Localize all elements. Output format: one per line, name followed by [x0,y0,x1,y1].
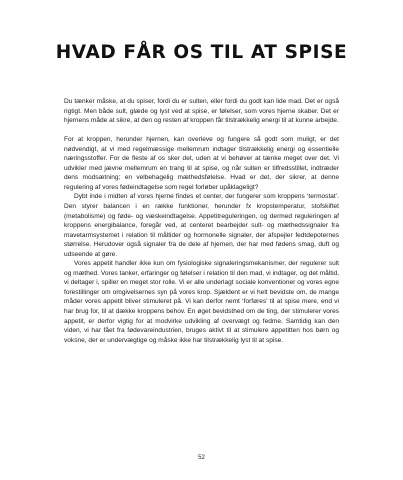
paragraph-1: Du tænker måske, at du spiser, fordi du er sulten, eller fordi du godt kan lide mad. Det er også rigtigt. Men både sult, glæde og lyst ved at spise, er følelser, som vores hjerne skaber. Det er hjernens måde at sikre, at den og resten af kroppen får tilstrækkelig energi til at kunne arbejde. [64,98,339,125]
paragraph-3: Dybt inde i midten af vores hjerne findes et center, der fungerer som kroppens ‘termostat’. Den styrer balancen i en række funktioner, herunder fx kropstemperatur, stofskiftet (metabolisme) og føde- og væskeindtagelse. Appetitreguleringen, og dermed reguleringen af kroppens energibalance, foregår ved, at centeret bearbejder sult- og mæthedssignaler fra mavetarmsystemet i relation til måltider og hormonelle signaler, der afspejler fedtdepoternes størrelse. Herudover også signaler fra de dele af hjernen, der har med fødens smag, duft og udseende at gøre. [64,193,339,258]
body-text [64,97,339,345]
page-number: 52 [198,455,205,461]
paragraph-4: Vores appetit handler ikke kun om fysiologiske signaleringsmekanismer, der regulerer sult og mæthed. Vores tanker, erfaringer og følelser i relation til den mad, vi indtager, og det måltid, vi deltager i, spiller en meget stor rolle. Vi er alle underlagt sociale konventioner og vores egne forestillinger om omgivelsernes syn på vores krop. Sjældent er vi helt bevidste om, de mange måder vores appetit bliver stimuleret på. Vi kan derfor nemt ‘forføres’ til at spise mere, end vi har brug for, til at dække kroppens behov. En øget bevidsthed om de ting, der stimulerer vores appetit, er derfor vigtig for at modvirke udvikling af overvægt og fedme. Samtidig kan den viden, vi har fået fra fødevareindustrien, bruges aktivt til at stimulere appetitten hos børn og voksne, der er undervægtige og måske ikke har tilstrækkelig lyst til at spise. [64,260,339,344]
paragraph-2: For at kroppen, herunder hjernen, kan overleve og fungere så godt som muligt, er det nødvendigt, at vi med regelmæssige mellemrum indtager tilstrækkelig energi og essentielle næringsstoffer. For de fleste af os sker det, uden at vi behøver at tænke meget over det. Vi udvikler med jævne mellemrum en trang til at spise, og når sulten er tilfredsstillet, indtræder dens modsætning; en velbehagelig mæthedsfølelse. Hvad er det, der sikrer, at denne regulering af vores fødeindtagelse som regel forløber upåklageligt? [64,136,339,191]
page-title: HVAD FÅR OS TIL AT SPISE [55,42,348,63]
